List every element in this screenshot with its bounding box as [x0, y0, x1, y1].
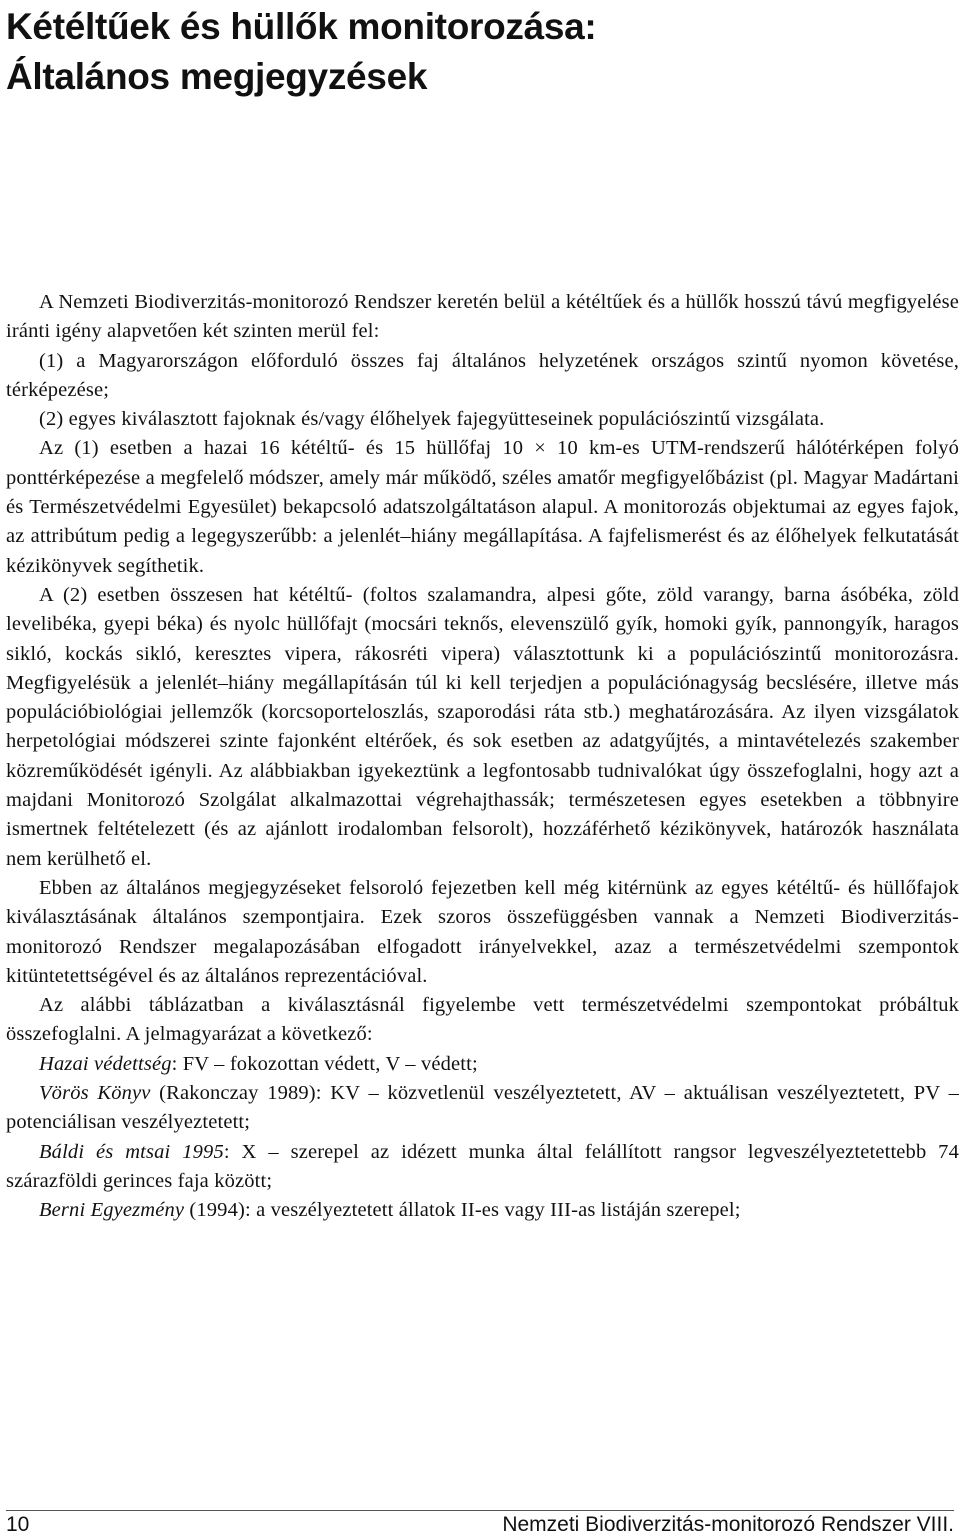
list-item: (2) egyes kiválasztott fajoknak és/vagy élőhelyek fajegyütteseinek populációszintű vizsgálata. — [39, 408, 825, 431]
legend-item — [6, 1050, 959, 1079]
paragraph: A (2) esetben összesen hat kétéltű- (foltos szalamandra, alpesi gőte, zöld varangy, barna ásóbéka, zöld levelibéka, gyepi béka) és nyolc hüllőfajt (mocsári teknős, elevenszülő gyík, homoki gyík, pannongyík, haragos sikló, kockás sikló, keresztes vipera, rákosréti vipera) választottunk ki a populációszintű monitorozásra. Megfigyelésük a jelenlét–hiány megállapításán túl ki kell terjedjen a populációnagyság becslésére, illetve más populációbiológiai jellemzők (korcsoporteloszlás, szaporodási ráta stb.) meghatározására. Az ilyen vizsgálatok herpetológiai módszerei szinte fajonként eltérőek, és sok esetben az adatgyűjtés, a mintavételezés szakember közreműködését igényli. Az alábbiakban igyekeztünk a legfontosabb tudnivalókat úgy összefoglalni, hogy azt a majdani Monitorozó Szolgálat alkalmazottai végrehajthassák; természetesen egyes esetekben a többnyire ismertnek feltételezett (és az ajánlott irodalomban felsorolt), hozzáférhető kézikönyvek, határozók használata nem kerülhető el. — [6, 583, 959, 870]
paragraph: Az (1) esetben a hazai 16 kétéltű- és 15 hüllőfaj 10 × 10 km-es UTM-rendszerű hálótérképen folyó ponttérképezése a megfelelő módszer, amely már működő, széles amatőr megfigyelőbázist (pl. Magyar Madártani és Természetvédelmi Egyesület) bekapcsoló adatszolgáltatáson alapul. A monitorozás objektumai az egyes fajok, az attribútum pedig a legegyszerűbb: a jelenlét–hiány megállapítása. A fajfelismerést és az élőhelyek felkutatását kézikönyvek segíthetik. — [6, 437, 959, 577]
legend-term: Vörös Könyv — [39, 1082, 151, 1105]
legend-item — [6, 1079, 959, 1138]
page-number: 10 — [6, 1513, 30, 1536]
body-text — [6, 288, 959, 1226]
paragraph: Az alábbi táblázatban a kiválasztásnál figyelembe vett természetvédelmi szempontokat próbáltuk összefoglalni. A jelmagyarázat a következő: — [6, 994, 959, 1046]
page-title — [6, 2, 596, 102]
page-footer — [6, 1513, 954, 1537]
legend-item — [6, 1196, 959, 1225]
legend-text: (Rakonczay 1989): KV – közvetlenül veszélyeztetett, AV – aktuálisan veszélyeztetett, PV – potenciálisan veszélyeztetett; — [6, 1082, 959, 1134]
paragraph: Ebben az általános megjegyzéseket felsoroló fejezetben kell még kitérnünk az egyes kétéltű- és hüllőfajok kiválasztásának általános szempontjaira. Ezek szoros összefüggésben vannak a Nemzeti Biodiverzitás-monitorozó Rendszer megalapozásában elfogadott irányelvekkel, azaz a természetvédelmi szempontok kitüntetettségével és az általános reprezentációval. — [6, 876, 959, 987]
legend-text: : X – szerepel az idézett munka által felállított rangsor legveszélyeztetettebb 74 szárazföldi gerinces faja között; — [6, 1140, 959, 1192]
legend-text: : FV – fokozottan védett, V – védett; — [171, 1052, 478, 1075]
legend-text: (1994): a veszélyeztetett állatok II-es vagy III-as listáján szerepel; — [184, 1199, 741, 1222]
footer-divider — [6, 1510, 954, 1511]
legend-item — [6, 1138, 959, 1197]
running-title: Nemzeti Biodiverzitás-monitorozó Rendszer VIII. — [502, 1513, 954, 1536]
list-item: (1) a Magyarországon előforduló összes faj általános helyzetének országos szintű nyomon követése, térképezése; — [6, 349, 959, 401]
legend-term: Hazai védettség — [39, 1052, 172, 1075]
legend-term: Báldi és mtsai 1995 — [39, 1140, 224, 1163]
paragraph: A Nemzeti Biodiverzitás-monitorozó Rendszer keretén belül a kétéltűek és a hüllők hosszú távú megfigyelése iránti igény alapvetően két szinten merül fel: — [6, 291, 959, 343]
legend-term: Berni Egyezmény — [39, 1199, 185, 1222]
title-line-2: Általános megjegyzések — [6, 56, 428, 97]
title-line-1: Kétéltűek és hüllők monitorozása: — [6, 6, 597, 47]
